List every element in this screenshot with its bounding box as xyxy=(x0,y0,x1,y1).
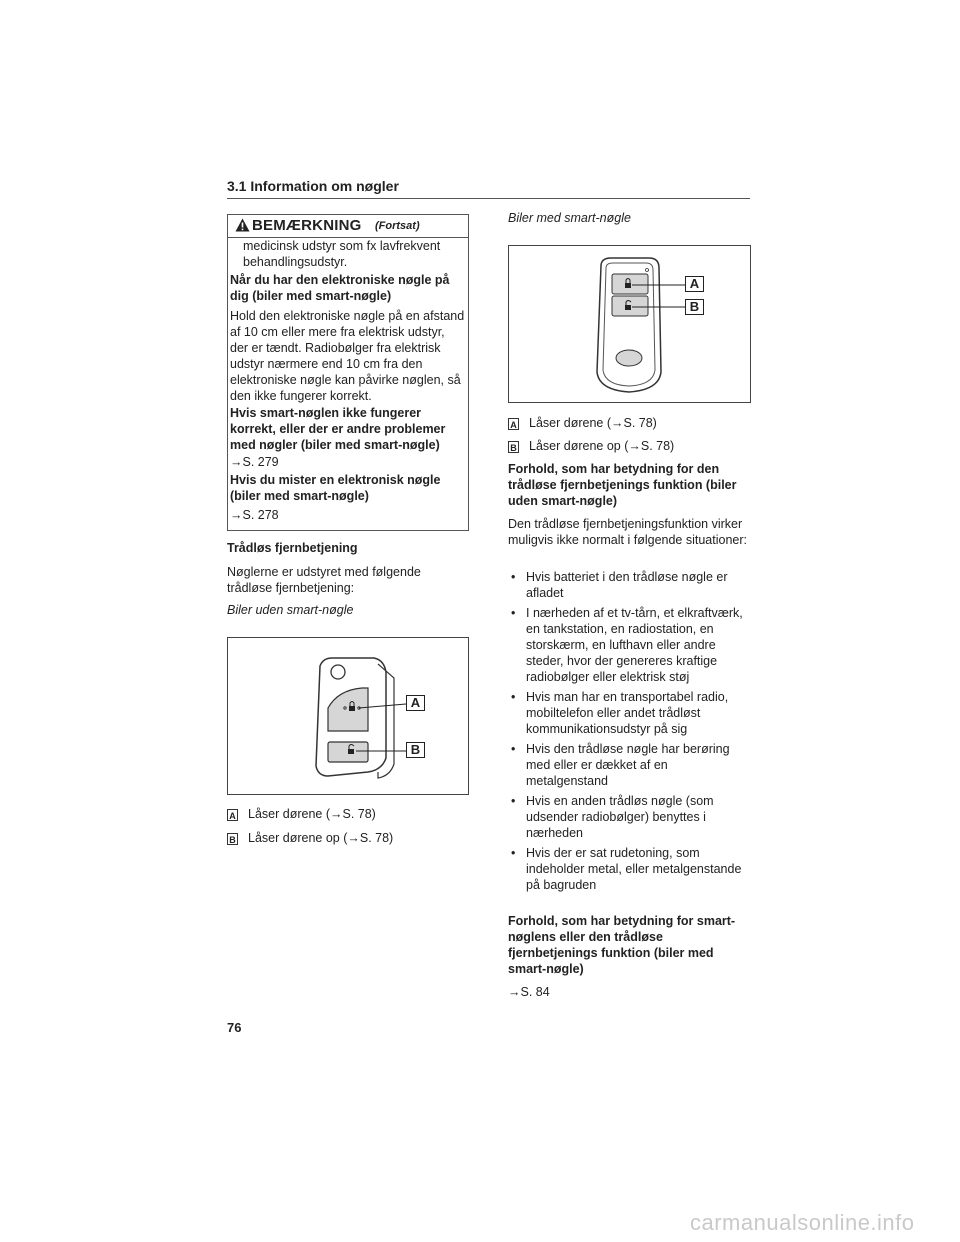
legend-text: Låser dørene op (→S. 78) xyxy=(248,831,394,845)
list-item: • Hvis der er sat rudetoning, som indeholder metal, eller metalgenstande på bagruden xyxy=(511,846,742,892)
legend-text: Låser dørene (→S. 78) xyxy=(529,416,657,430)
notice-continued-text: medicinsk udstyr som fx lavfrekvent behandlingsudstyr. xyxy=(243,239,441,269)
section-title: 3.1 Information om nøgler xyxy=(227,178,399,194)
conditions-list xyxy=(508,569,750,897)
notice-box xyxy=(227,214,469,531)
warning-icon xyxy=(235,218,250,232)
label-b-box: B xyxy=(508,441,519,453)
notice-paragraph-1: Hold den elektroniske nøgle på en afstand af 10 cm eller mere fra elektrisk udstyr, der er tændt. Radiobølger fra elektrisk udstyr nærmere end 10 cm fra den elektroniske nøgle kan påvirke nøglen, så den ikke fungerer korrekt. xyxy=(230,309,465,403)
figure-smart-key xyxy=(508,245,751,403)
conditions-heading-1: Forhold, som har betydning for den trådløse fjernbetjenings funktion (biler uden smart-nøgle) xyxy=(508,462,737,508)
legend-text: Låser dørene (→S. 78) xyxy=(248,807,376,821)
notice-ref-2: →S. 279 xyxy=(230,455,279,469)
notice-heading-1: Når du har den elektroniske nøgle på dig (biler med smart-nøgle) xyxy=(230,273,450,303)
section-divider xyxy=(227,198,750,199)
page-number: 76 xyxy=(227,1020,242,1035)
figure-caption-no-smartkey: Biler uden smart-nøgle xyxy=(227,603,354,617)
legend-item-a-left xyxy=(227,806,469,822)
watermark: carmanualsonline.info xyxy=(690,1210,915,1235)
remote-key-illustration xyxy=(228,638,468,794)
conditions-heading-2: Forhold, som har betydning for smart-nøglens eller den trådløse fjernbetjenings funktion (biler med smart-nøgle) xyxy=(508,914,736,976)
callout-a: A xyxy=(406,695,425,711)
legend-item-a-right xyxy=(508,415,750,431)
figure-caption-smartkey: Biler med smart-nøgle xyxy=(508,211,631,225)
remote-heading: Trådløs fjernbetjening xyxy=(227,541,358,555)
list-item: • Hvis man har en transportabel radio, mobiltelefon eller andet trådløst kommunikationsudstyr på sig xyxy=(511,690,729,736)
list-item: • Hvis batteriet i den trådløse nøgle er afladet xyxy=(511,570,728,600)
list-item: • Hvis den trådløse nøgle har berøring med eller er dækket af en metalgenstand xyxy=(511,742,730,788)
legend-item-b-left xyxy=(227,830,469,846)
notice-title: BEMÆRKNING xyxy=(252,217,362,234)
label-b-box: B xyxy=(227,833,238,845)
label-a-box: A xyxy=(508,418,519,430)
notice-subtitle: (Fortsat) xyxy=(375,220,420,232)
callout-a: A xyxy=(685,276,704,292)
notice-ref-3: →S. 278 xyxy=(230,508,279,522)
list-item: • I nærheden af et tv-tårn, et elkraftværk, en tankstation, en radiostation, en storskærm, en lufthavn eller andre steder, hvor der genereres kraftige radiobølger eller elektrisk støj xyxy=(511,606,743,684)
notice-header xyxy=(228,215,468,238)
legend-text: Låser dørene op (→S. 78) xyxy=(529,439,675,453)
notice-heading-2: Hvis smart-nøglen ikke fungerer korrekt, eller der er andre problemer med nøgler (biler med smart-nøgle) xyxy=(230,406,446,452)
list-item: • Hvis en anden trådløs nøgle (som udsender radiobølger) benyttes i nærheden xyxy=(511,794,714,840)
notice-heading-3: Hvis du mister en elektronisk nøgle (biler med smart-nøgle) xyxy=(230,473,441,503)
callout-b: B xyxy=(406,742,425,758)
remote-intro: Nøglerne er udstyret med følgende trådløse fjernbetjening: xyxy=(227,565,421,595)
conditions-intro: Den trådløse fjernbetjeningsfunktion virker muligvis ikke normalt i følgende situationer: xyxy=(508,517,747,547)
figure-remote-key xyxy=(227,637,469,795)
callout-b: B xyxy=(685,299,704,315)
legend-item-b-right xyxy=(508,438,750,454)
label-a-box: A xyxy=(227,809,238,821)
conditions-ref-2: →S. 84 xyxy=(508,985,550,999)
smart-key-illustration xyxy=(509,246,750,402)
